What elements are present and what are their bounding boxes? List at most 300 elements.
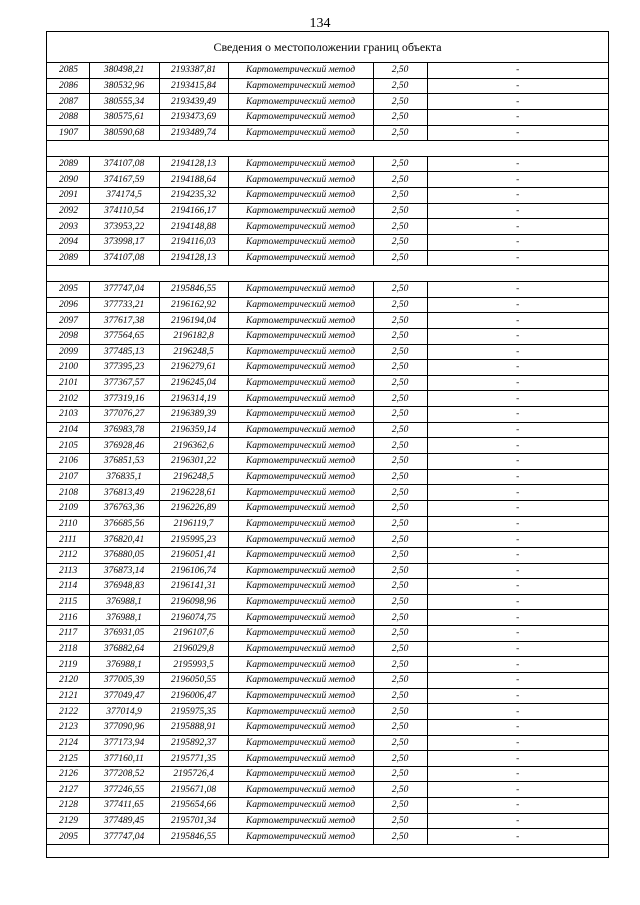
y-coordinate-cell: 2196050,55 [159,672,228,688]
note-cell: - [427,547,608,563]
point-number-cell: 2096 [47,297,89,313]
accuracy-cell: 2,50 [373,78,427,94]
x-coordinate-cell: 376931,05 [89,626,159,642]
method-cell: Картометрический метод [228,579,373,595]
accuracy-cell: 2,50 [373,766,427,782]
method-cell: Картометрический метод [228,735,373,751]
accuracy-cell: 2,50 [373,782,427,798]
x-coordinate-cell: 377090,96 [89,719,159,735]
y-coordinate-cell: 2193439,49 [159,94,228,110]
y-coordinate-cell: 2195993,5 [159,657,228,673]
table-row [47,641,608,657]
note-cell: - [427,532,608,548]
y-coordinate-cell: 2194188,64 [159,172,228,188]
method-cell: Картометрический метод [228,125,373,141]
method-cell: Картометрический метод [228,235,373,251]
y-coordinate-cell: 2196162,92 [159,297,228,313]
point-number-cell: 2122 [47,704,89,720]
accuracy-cell: 2,50 [373,438,427,454]
method-cell: Картометрический метод [228,328,373,344]
accuracy-cell: 2,50 [373,672,427,688]
accuracy-cell: 2,50 [373,391,427,407]
accuracy-cell: 2,50 [373,328,427,344]
table-row [47,391,608,407]
x-coordinate-cell: 380575,61 [89,109,159,125]
note-cell: - [427,594,608,610]
note-cell: - [427,422,608,438]
table-row [47,751,608,767]
point-number-cell: 2117 [47,626,89,642]
y-coordinate-cell: 2196119,7 [159,516,228,532]
x-coordinate-cell: 377319,16 [89,391,159,407]
note-cell: - [427,704,608,720]
point-number-cell: 2099 [47,344,89,360]
y-coordinate-cell: 2196245,04 [159,375,228,391]
x-coordinate-cell: 377489,45 [89,813,159,829]
point-number-cell: 2109 [47,500,89,516]
method-cell: Картометрический метод [228,203,373,219]
accuracy-cell: 2,50 [373,297,427,313]
point-number-cell: 2113 [47,563,89,579]
x-coordinate-cell: 374174,5 [89,188,159,204]
x-coordinate-cell: 376948,83 [89,579,159,595]
x-coordinate-cell: 377367,57 [89,375,159,391]
x-coordinate-cell: 380590,68 [89,125,159,141]
point-number-cell: 2085 [47,63,89,78]
table-row [47,235,608,251]
x-coordinate-cell: 374107,08 [89,156,159,172]
method-cell: Картометрический метод [228,563,373,579]
x-coordinate-cell: 376882,64 [89,641,159,657]
point-number-cell: 2119 [47,657,89,673]
note-cell: - [427,563,608,579]
accuracy-cell: 2,50 [373,547,427,563]
y-coordinate-cell: 2193489,74 [159,125,228,141]
table-row [47,610,608,626]
point-number-cell: 2121 [47,688,89,704]
table-row [47,281,608,297]
table-row [47,672,608,688]
note-cell: - [427,657,608,673]
accuracy-cell: 2,50 [373,156,427,172]
table-row [47,500,608,516]
note-cell: - [427,829,608,845]
point-number-cell: 2087 [47,94,89,110]
method-cell: Картометрический метод [228,250,373,266]
point-number-cell: 2089 [47,156,89,172]
accuracy-cell: 2,50 [373,188,427,204]
note-cell: - [427,344,608,360]
table-row [47,109,608,125]
separator-row [47,141,608,157]
y-coordinate-cell: 2196141,31 [159,579,228,595]
point-number-cell: 2116 [47,610,89,626]
point-number-cell: 2086 [47,78,89,94]
separator-cell [47,141,608,157]
accuracy-cell: 2,50 [373,798,427,814]
accuracy-cell: 2,50 [373,532,427,548]
point-number-cell: 2100 [47,360,89,376]
x-coordinate-cell: 376820,41 [89,532,159,548]
method-cell: Картометрический метод [228,829,373,845]
point-number-cell: 2097 [47,313,89,329]
accuracy-cell: 2,50 [373,735,427,751]
note-cell: - [427,766,608,782]
table-row [47,375,608,391]
method-cell: Картометрический метод [228,813,373,829]
method-cell: Картометрический метод [228,782,373,798]
table-row [47,704,608,720]
y-coordinate-cell: 2196279,61 [159,360,228,376]
method-cell: Картометрический метод [228,78,373,94]
boundary-points-table [47,63,608,845]
note-cell: - [427,375,608,391]
method-cell: Картометрический метод [228,344,373,360]
note-cell: - [427,641,608,657]
y-coordinate-cell: 2195975,35 [159,704,228,720]
accuracy-cell: 2,50 [373,250,427,266]
table-row [47,313,608,329]
x-coordinate-cell: 377747,04 [89,829,159,845]
point-number-cell: 2093 [47,219,89,235]
accuracy-cell: 2,50 [373,704,427,720]
y-coordinate-cell: 2195892,37 [159,735,228,751]
x-coordinate-cell: 376763,36 [89,500,159,516]
note-cell: - [427,579,608,595]
note-cell: - [427,188,608,204]
note-cell: - [427,438,608,454]
method-cell: Картометрический метод [228,156,373,172]
y-coordinate-cell: 2196006,47 [159,688,228,704]
method-cell: Картометрический метод [228,172,373,188]
accuracy-cell: 2,50 [373,360,427,376]
x-coordinate-cell: 377014,9 [89,704,159,720]
accuracy-cell: 2,50 [373,469,427,485]
x-coordinate-cell: 376988,1 [89,610,159,626]
note-cell: - [427,516,608,532]
method-cell: Картометрический метод [228,751,373,767]
y-coordinate-cell: 2194235,32 [159,188,228,204]
method-cell: Картометрический метод [228,500,373,516]
y-coordinate-cell: 2194128,13 [159,156,228,172]
note-cell: - [427,500,608,516]
y-coordinate-cell: 2194148,88 [159,219,228,235]
table-row [47,63,608,78]
x-coordinate-cell: 380532,96 [89,78,159,94]
point-number-cell: 2125 [47,751,89,767]
note-cell: - [427,469,608,485]
table-row [47,579,608,595]
x-coordinate-cell: 377076,27 [89,407,159,423]
point-number-cell: 1907 [47,125,89,141]
table-row [47,798,608,814]
note-cell: - [427,610,608,626]
method-cell: Картометрический метод [228,109,373,125]
x-coordinate-cell: 374167,59 [89,172,159,188]
accuracy-cell: 2,50 [373,407,427,423]
method-cell: Картометрический метод [228,704,373,720]
accuracy-cell: 2,50 [373,688,427,704]
accuracy-cell: 2,50 [373,610,427,626]
note-cell: - [427,485,608,501]
accuracy-cell: 2,50 [373,641,427,657]
boundary-table-frame [46,31,609,858]
method-cell: Картометрический метод [228,719,373,735]
point-number-cell: 2128 [47,798,89,814]
method-cell: Картометрический метод [228,547,373,563]
accuracy-cell: 2,50 [373,485,427,501]
x-coordinate-cell: 377005,39 [89,672,159,688]
point-number-cell: 2126 [47,766,89,782]
x-coordinate-cell: 377564,65 [89,328,159,344]
point-number-cell: 2098 [47,328,89,344]
x-coordinate-cell: 376835,1 [89,469,159,485]
x-coordinate-cell: 376813,49 [89,485,159,501]
y-coordinate-cell: 2195888,91 [159,719,228,735]
accuracy-cell: 2,50 [373,813,427,829]
y-coordinate-cell: 2194116,03 [159,235,228,251]
x-coordinate-cell: 374110,54 [89,203,159,219]
y-coordinate-cell: 2196248,5 [159,344,228,360]
point-number-cell: 2089 [47,250,89,266]
table-row [47,547,608,563]
x-coordinate-cell: 376685,56 [89,516,159,532]
table-row [47,328,608,344]
method-cell: Картометрический метод [228,672,373,688]
accuracy-cell: 2,50 [373,626,427,642]
note-cell: - [427,63,608,78]
method-cell: Картометрический метод [228,657,373,673]
note-cell: - [427,313,608,329]
y-coordinate-cell: 2195671,08 [159,782,228,798]
method-cell: Картометрический метод [228,610,373,626]
y-coordinate-cell: 2195846,55 [159,281,228,297]
method-cell: Картометрический метод [228,94,373,110]
note-cell: - [427,328,608,344]
method-cell: Картометрический метод [228,360,373,376]
note-cell: - [427,219,608,235]
table-row [47,344,608,360]
accuracy-cell: 2,50 [373,829,427,845]
accuracy-cell: 2,50 [373,422,427,438]
table-row [47,438,608,454]
point-number-cell: 2094 [47,235,89,251]
table-row [47,94,608,110]
x-coordinate-cell: 377617,38 [89,313,159,329]
x-coordinate-cell: 377173,94 [89,735,159,751]
table-row [47,829,608,845]
note-cell: - [427,735,608,751]
accuracy-cell: 2,50 [373,579,427,595]
note-cell: - [427,125,608,141]
x-coordinate-cell: 377049,47 [89,688,159,704]
note-cell: - [427,235,608,251]
y-coordinate-cell: 2195654,66 [159,798,228,814]
x-coordinate-cell: 377208,52 [89,766,159,782]
method-cell: Картометрический метод [228,688,373,704]
point-number-cell: 2103 [47,407,89,423]
x-coordinate-cell: 373953,22 [89,219,159,235]
x-coordinate-cell: 380555,34 [89,94,159,110]
x-coordinate-cell: 380498,21 [89,63,159,78]
table-row [47,719,608,735]
y-coordinate-cell: 2195846,55 [159,829,228,845]
note-cell: - [427,813,608,829]
table-row [47,360,608,376]
note-cell: - [427,672,608,688]
note-cell: - [427,203,608,219]
note-cell: - [427,454,608,470]
y-coordinate-cell: 2196029,8 [159,641,228,657]
method-cell: Картометрический метод [228,297,373,313]
y-coordinate-cell: 2196194,04 [159,313,228,329]
y-coordinate-cell: 2194166,17 [159,203,228,219]
table-row [47,469,608,485]
note-cell: - [427,407,608,423]
table-row [47,203,608,219]
accuracy-cell: 2,50 [373,219,427,235]
point-number-cell: 2102 [47,391,89,407]
accuracy-cell: 2,50 [373,657,427,673]
method-cell: Картометрический метод [228,469,373,485]
accuracy-cell: 2,50 [373,563,427,579]
note-cell: - [427,78,608,94]
method-cell: Картометрический метод [228,626,373,642]
point-number-cell: 2124 [47,735,89,751]
y-coordinate-cell: 2196362,6 [159,438,228,454]
y-coordinate-cell: 2195701,34 [159,813,228,829]
table-row [47,594,608,610]
y-coordinate-cell: 2193415,84 [159,78,228,94]
table-row [47,626,608,642]
table-body [47,63,608,845]
method-cell: Картометрический метод [228,188,373,204]
method-cell: Картометрический метод [228,219,373,235]
table-row [47,125,608,141]
note-cell: - [427,626,608,642]
note-cell: - [427,391,608,407]
method-cell: Картометрический метод [228,281,373,297]
point-number-cell: 2120 [47,672,89,688]
separator-cell [47,266,608,282]
method-cell: Картометрический метод [228,391,373,407]
note-cell: - [427,156,608,172]
point-number-cell: 2123 [47,719,89,735]
point-number-cell: 2095 [47,829,89,845]
point-number-cell: 2091 [47,188,89,204]
y-coordinate-cell: 2196051,41 [159,547,228,563]
y-coordinate-cell: 2196074,75 [159,610,228,626]
table-row [47,250,608,266]
x-coordinate-cell: 374107,08 [89,250,159,266]
page-number: 134 [309,16,331,31]
x-coordinate-cell: 376873,14 [89,563,159,579]
y-coordinate-cell: 2196301,22 [159,454,228,470]
point-number-cell: 2106 [47,454,89,470]
accuracy-cell: 2,50 [373,344,427,360]
accuracy-cell: 2,50 [373,719,427,735]
method-cell: Картометрический метод [228,422,373,438]
y-coordinate-cell: 2195995,23 [159,532,228,548]
point-number-cell: 2114 [47,579,89,595]
point-number-cell: 2127 [47,782,89,798]
point-number-cell: 2105 [47,438,89,454]
x-coordinate-cell: 376988,1 [89,657,159,673]
table-row [47,454,608,470]
note-cell: - [427,782,608,798]
y-coordinate-cell: 2196098,96 [159,594,228,610]
note-cell: - [427,751,608,767]
table-row [47,407,608,423]
y-coordinate-cell: 2193473,69 [159,109,228,125]
table-row [47,78,608,94]
point-number-cell: 2088 [47,109,89,125]
point-number-cell: 2090 [47,172,89,188]
note-cell: - [427,798,608,814]
y-coordinate-cell: 2196359,14 [159,422,228,438]
note-cell: - [427,297,608,313]
method-cell: Картометрический метод [228,798,373,814]
x-coordinate-cell: 377411,65 [89,798,159,814]
accuracy-cell: 2,50 [373,109,427,125]
method-cell: Картометрический метод [228,641,373,657]
note-cell: - [427,281,608,297]
point-number-cell: 2101 [47,375,89,391]
point-number-cell: 2112 [47,547,89,563]
x-coordinate-cell: 376988,1 [89,594,159,610]
point-number-cell: 2104 [47,422,89,438]
table-row [47,156,608,172]
point-number-cell: 2110 [47,516,89,532]
method-cell: Картометрический метод [228,532,373,548]
x-coordinate-cell: 377246,55 [89,782,159,798]
table-row [47,735,608,751]
accuracy-cell: 2,50 [373,594,427,610]
accuracy-cell: 2,50 [373,63,427,78]
y-coordinate-cell: 2196182,8 [159,328,228,344]
point-number-cell: 2118 [47,641,89,657]
method-cell: Картометрический метод [228,375,373,391]
accuracy-cell: 2,50 [373,375,427,391]
table-row [47,219,608,235]
method-cell: Картометрический метод [228,63,373,78]
method-cell: Картометрический метод [228,516,373,532]
point-number-cell: 2107 [47,469,89,485]
method-cell: Картометрический метод [228,438,373,454]
accuracy-cell: 2,50 [373,751,427,767]
table-row [47,766,608,782]
point-number-cell: 2111 [47,532,89,548]
table-row [47,297,608,313]
table-row [47,688,608,704]
y-coordinate-cell: 2196107,6 [159,626,228,642]
accuracy-cell: 2,50 [373,125,427,141]
y-coordinate-cell: 2196106,74 [159,563,228,579]
accuracy-cell: 2,50 [373,454,427,470]
note-cell: - [427,250,608,266]
x-coordinate-cell: 377733,21 [89,297,159,313]
note-cell: - [427,109,608,125]
note-cell: - [427,94,608,110]
method-cell: Картометрический метод [228,313,373,329]
accuracy-cell: 2,50 [373,235,427,251]
x-coordinate-cell: 376851,53 [89,454,159,470]
y-coordinate-cell: 2196314,19 [159,391,228,407]
table-row [47,422,608,438]
point-number-cell: 2129 [47,813,89,829]
accuracy-cell: 2,50 [373,281,427,297]
method-cell: Картометрический метод [228,594,373,610]
